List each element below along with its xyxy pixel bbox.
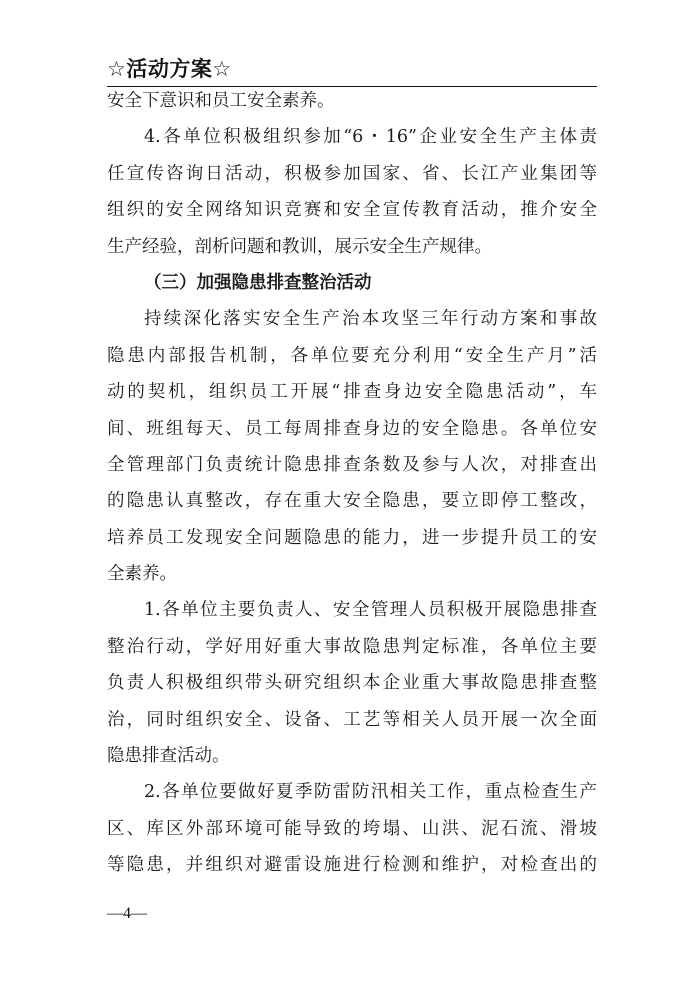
paragraph-line: 治，同时组织安全、设备、工艺等相关人员开展一次全面 — [107, 709, 597, 730]
paragraph-line: 的隐患认真整改，存在重大安全隐患，要立即停工整改， — [107, 491, 597, 512]
section-heading: （三）加强隐患排查整治活动 — [144, 272, 372, 293]
paragraph-line: 任宣传咨询日活动，积极参加国家、省、长江产业集团等 — [107, 163, 597, 184]
paragraph-line: 安全下意识和员工安全素养。 — [107, 91, 335, 111]
paragraph-line: 1.各单位主要负责人、安全管理人员积极开展隐患排查 — [144, 600, 597, 621]
page-number: —4— — [107, 905, 147, 922]
paragraph-line: 隐患内部报告机制，各单位要充分利用“安全生产月”活 — [107, 345, 597, 366]
paragraph-line: 4.各单位积极组织参加“6・16”企业安全生产主体责 — [144, 127, 597, 148]
header-title: ☆活动方案☆ — [107, 57, 232, 81]
paragraph-line: 间、班组每天、员工每周排查身边的安全隐患。各单位安 — [107, 418, 597, 439]
paragraph-line: 生产经验，剖析问题和教训，展示安全生产规律。 — [107, 236, 492, 257]
paragraph-line: 整治行动，学好用好重大事故隐患判定标准，各单位主要 — [107, 636, 597, 657]
paragraph-line: 隐患排查活动。 — [107, 746, 230, 767]
paragraph-line: 负责人积极组织带头研究组织本企业重大事故隐患排查整 — [107, 673, 597, 694]
paragraph-line: 等隐患，并组织对避雷设施进行检测和维护，对检查出的 — [107, 855, 597, 876]
document-body — [107, 83, 597, 884]
paragraph-line: 2.各单位要做好夏季防雷防汛相关工作，重点检查生产 — [144, 782, 597, 803]
paragraph-line: 持续深化落实安全生产治本攻坚三年行动方案和事故 — [144, 309, 597, 330]
paragraph-line: 区、库区外部环境可能导致的垮塌、山洪、泥石流、滑坡 — [107, 818, 597, 839]
paragraph-line: 培养员工发现安全问题隐患的能力，进一步提升员工的安 — [107, 527, 597, 548]
paragraph-line: 全管理部门负责统计隐患排查条数及参与人次，对排查出 — [107, 454, 597, 475]
paragraph-line: 动的契机，组织员工开展“排查身边安全隐患活动”，车 — [107, 382, 597, 403]
paragraph-line: 组织的安全网络知识竞赛和安全宣传教育活动，推介安全 — [107, 200, 597, 221]
paragraph-line: 全素养。 — [107, 564, 177, 585]
